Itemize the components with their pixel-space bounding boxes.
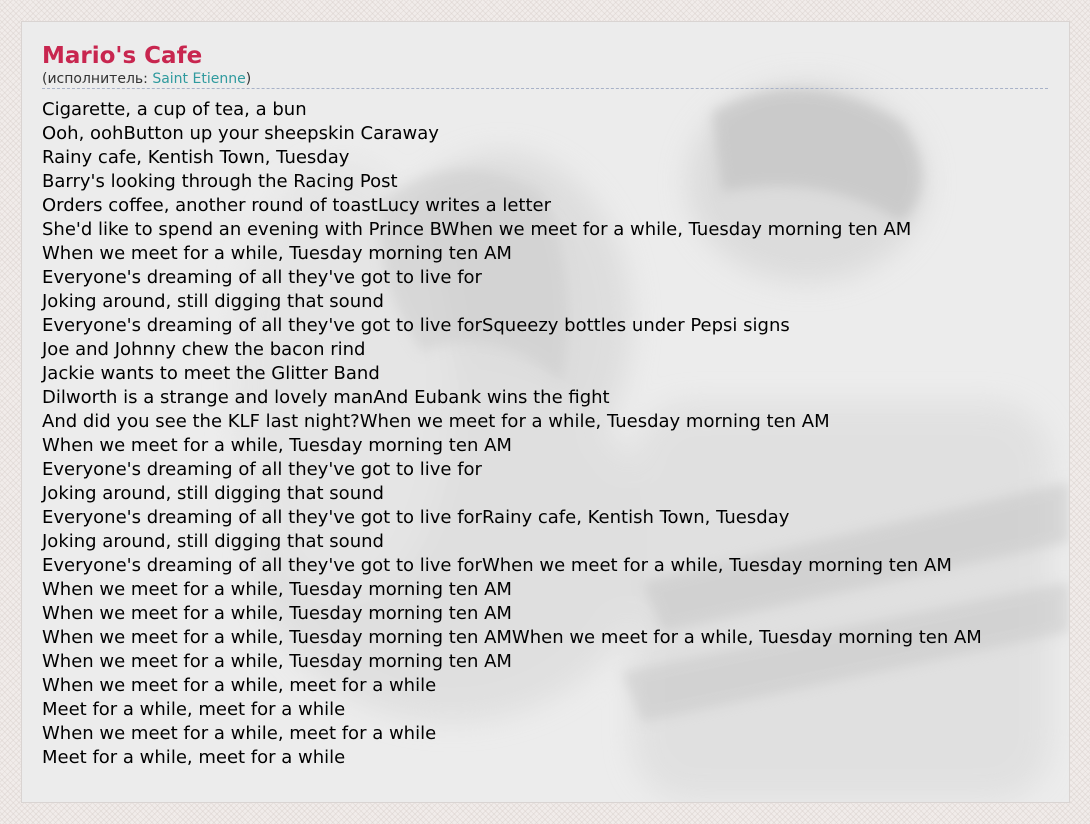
lyric-line: Everyone's dreaming of all they've got to live forSqueezy bottles under Pepsi signs [42, 315, 790, 336]
lyric-line: Everyone's dreaming of all they've got to live for [42, 459, 482, 480]
lyric-line: Joking around, still digging that sound [42, 531, 384, 552]
lyric-line: When we meet for a while, Tuesday morning ten AM [42, 243, 512, 264]
lyric-line: Rainy cafe, Kentish Town, Tuesday [42, 147, 350, 168]
lyric-line: Orders coffee, another round of toastLucy writes a letter [42, 195, 552, 216]
lyric-line: Jackie wants to meet the Glitter Band [42, 363, 380, 384]
lyric-line: Joking around, still digging that sound [42, 291, 384, 312]
lyric-line: When we meet for a while, Tuesday morning ten AM [42, 603, 512, 624]
lyric-line: Cigarette, a cup of tea, a bun [42, 99, 307, 120]
lyric-line: Dilworth is a strange and lovely manAnd Eubank wins the fight [42, 387, 610, 408]
lyrics-block [42, 98, 1069, 770]
lyric-line: Meet for a while, meet for a while [42, 699, 346, 720]
lyric-line: When we meet for a while, meet for a while [42, 723, 437, 744]
lyric-line: When we meet for a while, Tuesday morning ten AMWhen we meet for a while, Tuesday morning ten AM [42, 627, 982, 648]
lyric-line: When we meet for a while, meet for a while [42, 675, 437, 696]
lyrics-panel [21, 21, 1070, 803]
lyric-line: Ooh, oohButton up your sheepskin Caraway [42, 123, 439, 144]
lyric-line: Everyone's dreaming of all they've got to live forRainy cafe, Kentish Town, Tuesday [42, 507, 790, 528]
artist-prefix: (исполнитель: [42, 71, 153, 87]
lyric-line: Everyone's dreaming of all they've got to live forWhen we meet for a while, Tuesday morning ten AM [42, 555, 952, 576]
lyric-line: Meet for a while, meet for a while [42, 747, 346, 768]
lyric-line: Joe and Johnny chew the bacon rind [42, 339, 366, 360]
lyric-line: She'd like to spend an evening with Prince BWhen we meet for a while, Tuesday morning ten AM [42, 219, 912, 240]
song-title: Mario's Cafe [42, 43, 203, 69]
lyric-line: When we meet for a while, Tuesday morning ten AM [42, 579, 512, 600]
title-divider [42, 88, 1048, 89]
artist-link[interactable]: Saint Etienne [152, 71, 246, 87]
lyric-line: Barry's looking through the Racing Post [42, 171, 398, 192]
artist-suffix: ) [245, 71, 252, 87]
song-content [42, 42, 1069, 770]
lyric-line: When we meet for a while, Tuesday morning ten AM [42, 651, 512, 672]
lyric-line: Joking around, still digging that sound [42, 483, 384, 504]
lyric-line: When we meet for a while, Tuesday morning ten AM [42, 435, 512, 456]
artist-line [42, 70, 1069, 88]
lyric-line: And did you see the KLF last night?When we meet for a while, Tuesday morning ten AM [42, 411, 830, 432]
lyric-line: Everyone's dreaming of all they've got to live for [42, 267, 482, 288]
